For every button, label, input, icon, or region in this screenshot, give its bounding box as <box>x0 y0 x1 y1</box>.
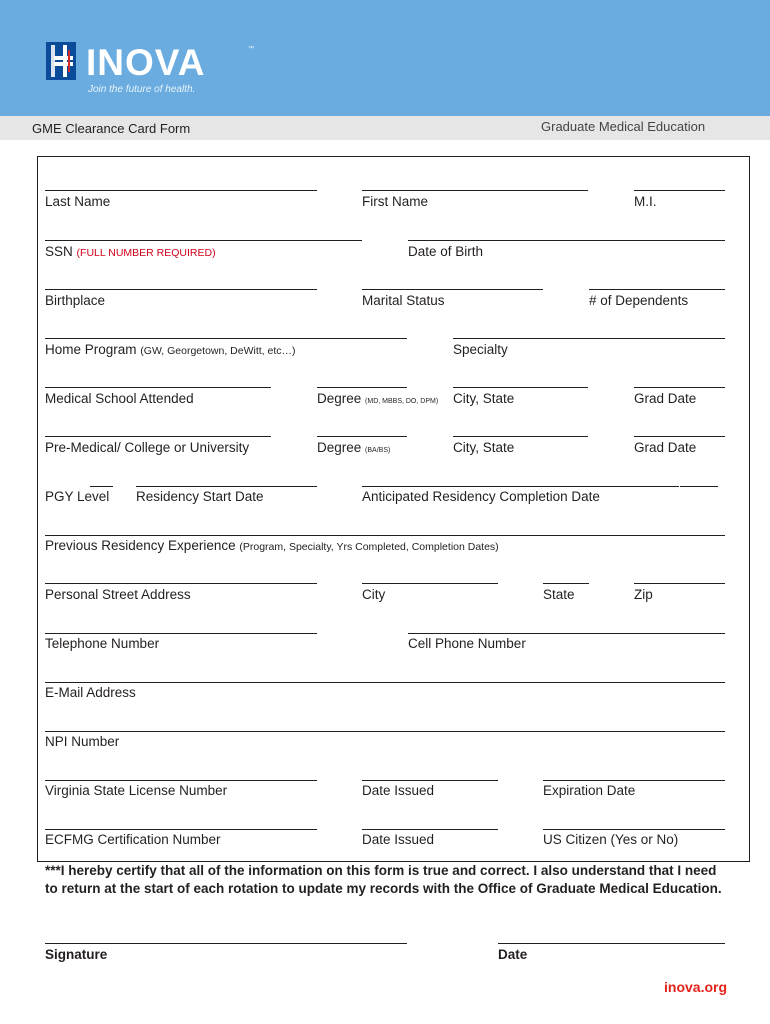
medical-degree-field[interactable] <box>317 387 407 388</box>
form-box <box>37 156 750 862</box>
premed-college-label: Pre-Medical/ College or University <box>45 440 250 455</box>
cell-phone-field[interactable] <box>408 633 725 634</box>
home-program-field[interactable] <box>45 338 407 339</box>
ecfmg-label: ECFMG Certification Number <box>45 832 221 847</box>
last-name-label: Last Name <box>45 194 111 209</box>
medical-school-label: Medical School Attended <box>45 391 194 406</box>
ssn-label <box>45 244 216 259</box>
ecfmg-field[interactable] <box>45 829 317 830</box>
undergrad-degree-field[interactable] <box>317 436 407 437</box>
dob-field[interactable] <box>408 240 725 241</box>
birthplace-field[interactable] <box>45 289 317 290</box>
city-field[interactable] <box>362 583 498 584</box>
previous-residency-label-text: Previous Residency Experience <box>45 538 236 553</box>
undergrad-city-state-field[interactable] <box>453 436 588 437</box>
zip-field[interactable] <box>634 583 725 584</box>
medical-degree-label <box>317 391 438 406</box>
marital-status-field[interactable] <box>362 289 543 290</box>
inova-logo <box>46 42 254 100</box>
undergrad-degree-note: (BA/BS) <box>365 447 391 454</box>
form-title: GME Clearance Card Form <box>32 121 191 136</box>
undergrad-degree-label-text: Degree <box>317 440 362 455</box>
undergrad-degree-label <box>317 440 390 455</box>
license-date-issued-field[interactable] <box>362 780 498 781</box>
residency-start-label: Residency Start Date <box>136 489 264 504</box>
residency-completion-extra-field[interactable] <box>680 486 718 487</box>
previous-residency-note: (Program, Specialty, Yrs Completed, Completion Dates) <box>239 541 499 553</box>
home-program-label <box>45 342 296 357</box>
inova-cross-icon <box>46 42 76 80</box>
medical-grad-date-label: Grad Date <box>634 391 697 406</box>
va-license-label: Virginia State License Number <box>45 783 228 798</box>
residency-completion-label: Anticipated Residency Completion Date <box>362 489 600 504</box>
us-citizen-label: US Citizen (Yes or No) <box>543 832 679 847</box>
medical-degree-label-text: Degree <box>317 391 362 406</box>
residency-completion-field[interactable] <box>362 486 679 487</box>
logo-tagline: Join the future of health. <box>88 84 196 95</box>
first-name-field[interactable] <box>362 190 588 191</box>
signature-field[interactable] <box>45 943 407 944</box>
mi-field[interactable] <box>634 190 725 191</box>
department-name: Graduate Medical Education <box>541 119 706 134</box>
pgy-level-field[interactable] <box>90 486 113 487</box>
zip-label: Zip <box>634 587 653 602</box>
telephone-label: Telephone Number <box>45 636 160 651</box>
signature-label: Signature <box>45 947 108 962</box>
street-address-field[interactable] <box>45 583 317 584</box>
state-field[interactable] <box>543 583 589 584</box>
undergrad-grad-date-label: Grad Date <box>634 440 697 455</box>
ssn-field[interactable] <box>45 240 362 241</box>
npi-field[interactable] <box>45 731 725 732</box>
dependents-label: # of Dependents <box>589 293 689 308</box>
state-label: State <box>543 587 575 602</box>
specialty-label: Specialty <box>453 342 508 357</box>
logo-wordmark: INOVA <box>86 42 206 83</box>
home-program-label-text: Home Program <box>45 342 137 357</box>
medical-city-state-field[interactable] <box>453 387 588 388</box>
signature-date-field[interactable] <box>498 943 725 944</box>
npi-label: NPI Number <box>45 734 120 749</box>
expiration-date-field[interactable] <box>543 780 725 781</box>
va-license-field[interactable] <box>45 780 317 781</box>
medical-grad-date-field[interactable] <box>634 387 725 388</box>
email-label: E-Mail Address <box>45 685 136 700</box>
ssn-requirement-note: (FULL NUMBER REQUIRED) <box>76 247 216 259</box>
premed-college-field[interactable] <box>45 436 271 437</box>
marital-status-label: Marital Status <box>362 293 445 308</box>
birthplace-label: Birthplace <box>45 293 106 308</box>
last-name-field[interactable] <box>45 190 317 191</box>
dob-label: Date of Birth <box>408 244 484 259</box>
undergrad-city-state-label: City, State <box>453 440 515 455</box>
cell-phone-label: Cell Phone Number <box>408 636 526 651</box>
undergrad-grad-date-field[interactable] <box>634 436 725 437</box>
license-date-issued-label: Date Issued <box>362 783 435 798</box>
street-address-label: Personal Street Address <box>45 587 191 602</box>
signature-date-label: Date <box>498 947 528 962</box>
medical-school-field[interactable] <box>45 387 271 388</box>
email-field[interactable] <box>45 682 725 683</box>
expiration-date-label: Expiration Date <box>543 783 636 798</box>
inova-website-link[interactable]: inova.org <box>664 979 728 995</box>
medical-city-state-label: City, State <box>453 391 515 406</box>
city-label: City <box>362 587 386 602</box>
ecfmg-date-issued-label: Date Issued <box>362 832 435 847</box>
medical-degree-note: (MD, MBBS, DO, DPM) <box>365 398 439 405</box>
header-banner <box>0 0 770 116</box>
telephone-field[interactable] <box>45 633 317 634</box>
certification-statement: ***I hereby certify that all of the information on this form is true and correct. I also understand that I need to return at the start of each rotation to update my records with the Office of Graduate Medical Education. <box>45 863 722 896</box>
residency-start-field[interactable] <box>136 486 317 487</box>
home-program-note: (GW, Georgetown, DeWitt, etc…) <box>140 345 296 357</box>
us-citizen-field[interactable] <box>543 829 725 830</box>
previous-residency-field[interactable] <box>45 535 725 536</box>
pgy-level-label: PGY Level <box>45 489 110 504</box>
first-name-label: First Name <box>362 194 429 209</box>
mi-label: M.I. <box>634 194 657 209</box>
ssn-label-text: SSN <box>45 244 73 259</box>
dependents-field[interactable] <box>589 289 725 290</box>
trademark-mark: ™ <box>248 46 254 52</box>
previous-residency-label <box>45 538 499 553</box>
ecfmg-date-issued-field[interactable] <box>362 829 498 830</box>
specialty-field[interactable] <box>453 338 725 339</box>
